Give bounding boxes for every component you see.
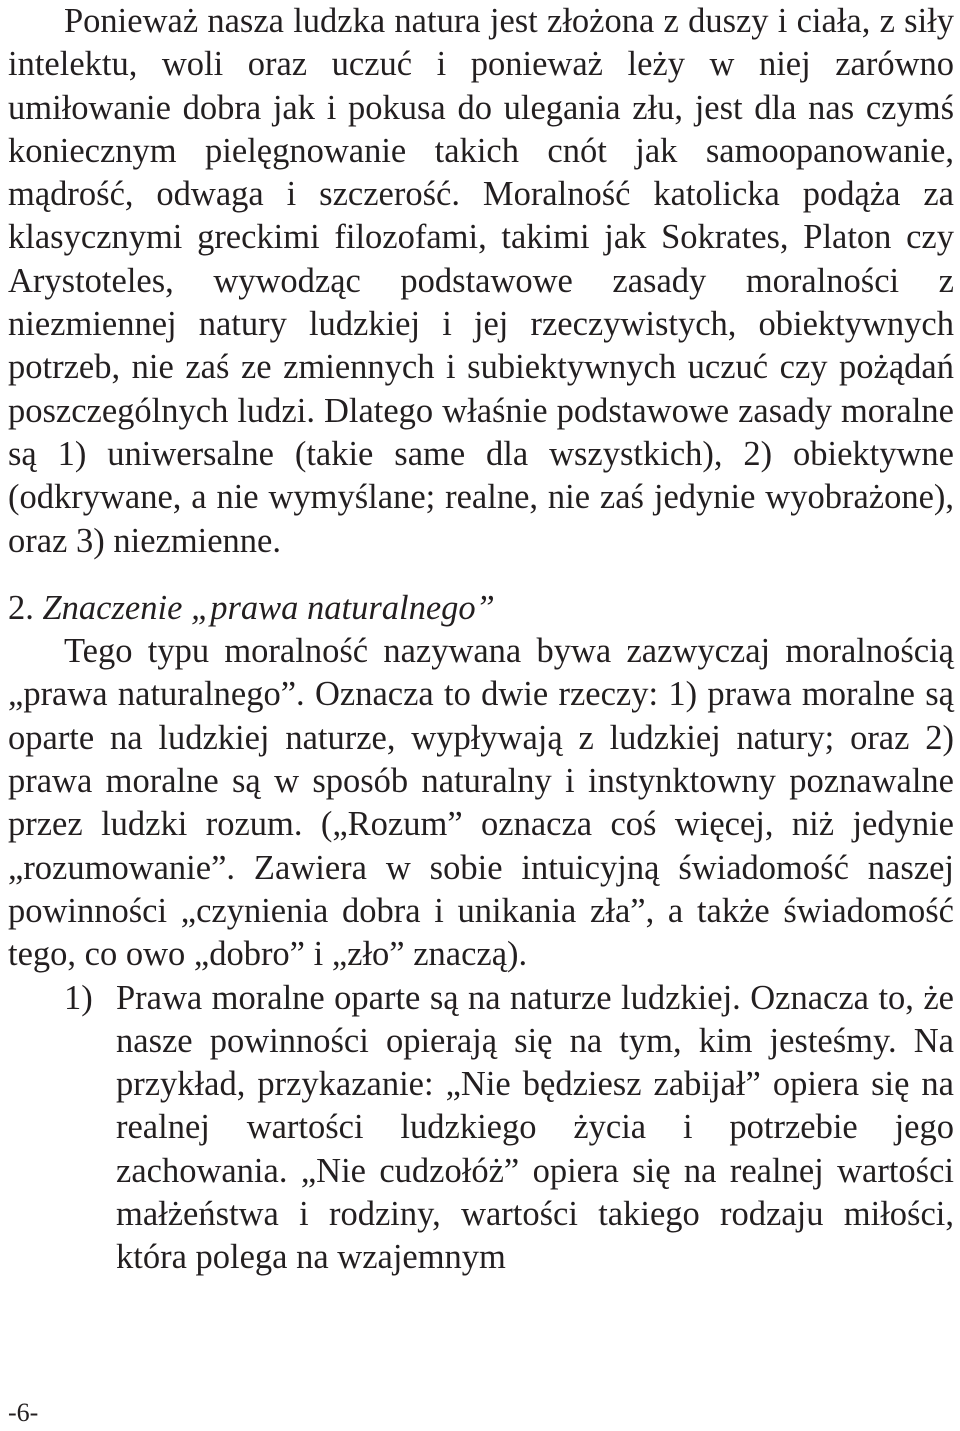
section-heading	[8, 587, 954, 630]
paragraph-1: Ponieważ nasza ludzka natura jest złożona z duszy i ciała, z siły intelektu, woli oraz uczuć i ponieważ leży w niej zarówno umiłowanie dobra jak i pokusa do ulegania złu, jest dla nas czymś koniecznym pielęgnowanie takich cnót jak samoopanowanie, mądrość, odwaga i szczerość. Moralność katolicka podąża za klasycznymi greckimi filozofami, takimi jak Sokrates, Platon czy Arystoteles, wywodząc podstawowe zasady moralności z niezmiennej natury ludzkiej i jej rzeczywistych, obiektywnych potrzeb, nie zaś ze zmiennych i subiektywnych uczuć czy pożądań poszczególnych ludzi. Dlatego właśnie podstawowe zasady moralne są 1) uniwersalne (takie same dla wszystkich), 2) obiektywne (odkrywane, a nie wymyślane; realne, nie zaś jedynie wyobrażone), oraz 3) niezmienne.	[8, 2, 954, 560]
section-title: Znaczenie „prawa naturalnego”	[42, 588, 495, 627]
list-item-text: Prawa moralne oparte są na naturze ludzkiej. Oznacza to, że nasze powinności opierają się na tym, kim jesteśmy. Na przykład, przykazanie: „Nie będziesz zabijał” opiera się na realnej wartości ludzkiego życia i potrzebie jego zachowania. „Nie cudzołóż” opiera się na realnej wartości małżeństwa i rodziny, wartości takiego rodzaju miłości, która polega na wzajemnym	[116, 978, 954, 1277]
list-item-marker: 1)	[64, 978, 93, 1017]
page-body	[8, 0, 954, 1280]
list-item	[8, 977, 954, 1280]
page-number: -6-	[8, 1398, 39, 1427]
section-number: 2.	[8, 588, 34, 627]
paragraph-2: Tego typu moralność nazywana bywa zazwyczaj moralnością „prawa naturalnego”. Oznacza to dwie rzeczy: 1) prawa moralne są oparte na ludzkiej naturze, wypływają z ludzkiej natury; oraz 2) prawa moralne są w sposób naturalny i instynktowny poznawalne przez ludzki rozum. („Rozum” oznacza coś więcej, niż jedynie „rozumowanie”. Zawiera w sobie intuicyjną świadomość naszej powinności „czynienia dobra i unikania zła”, a także świadomość tego, co owo „dobro” i „zło” znaczą).	[8, 632, 954, 974]
